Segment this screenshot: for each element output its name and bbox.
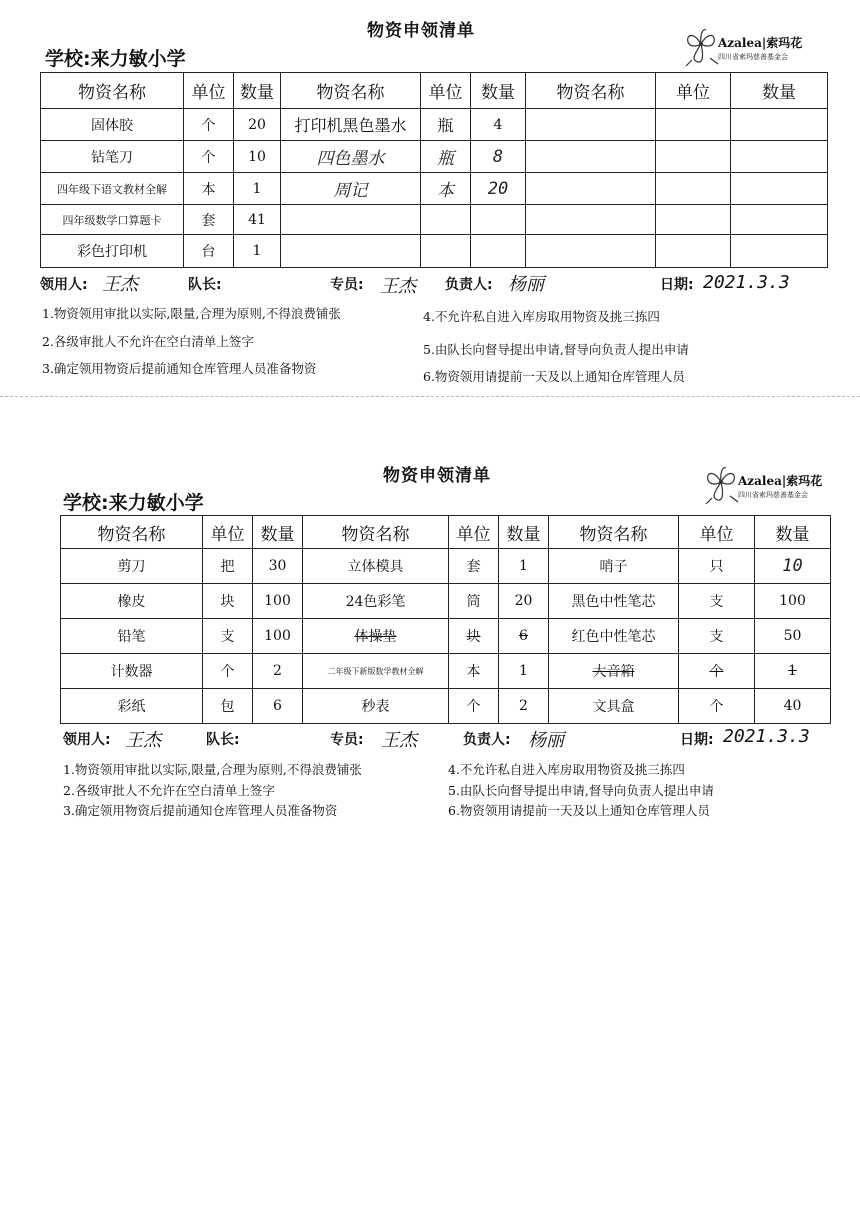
item-name: 红色中性笔芯	[549, 619, 679, 654]
item-name: 剪刀	[61, 549, 203, 584]
item-qty: 4	[471, 109, 526, 141]
item-unit-handwritten: 本	[421, 173, 471, 205]
header-cell: 数量	[253, 516, 303, 549]
item-unit: 个	[184, 109, 234, 141]
form1-school: 学校:来力敏小学	[45, 48, 186, 70]
item-name	[281, 205, 421, 235]
item-name: 文具盒	[549, 689, 679, 724]
item-name: 铅笔	[61, 619, 203, 654]
item-qty: 2	[253, 654, 303, 689]
azalea-flower-icon	[680, 22, 722, 68]
item-qty	[731, 205, 828, 235]
item-unit	[656, 235, 731, 268]
note-item: 1.物资领用审批以实际,限量,合理为原则,不得浪费铺张	[42, 306, 341, 321]
note-item: 1.物资领用审批以实际,限量,合理为原则,不得浪费铺张	[63, 762, 362, 777]
header-cell: 单位	[449, 516, 499, 549]
table-row	[41, 141, 828, 173]
item-unit	[656, 205, 731, 235]
item-unit: 支	[203, 619, 253, 654]
item-qty	[471, 205, 526, 235]
note-item: 4.不允许私自进入库房取用物资及挑三拣四	[423, 309, 660, 324]
item-qty: 40	[755, 689, 831, 724]
item-qty: 1	[499, 654, 549, 689]
note-item: 3.确定领用物资后提前通知仓库管理人员准备物资	[42, 361, 317, 376]
form2-signature-row	[63, 724, 833, 754]
header-cell: 单位	[421, 73, 471, 109]
head-label: 负责人:	[463, 732, 511, 748]
item-unit: 套	[449, 549, 499, 584]
header-cell: 物资名称	[281, 73, 421, 109]
staff-label: 专员:	[330, 277, 364, 293]
date-label: 日期:	[660, 277, 694, 293]
item-unit: 只	[679, 549, 755, 584]
note-item: 5.由队长向督导提出申请,督导向负责人提出申请	[448, 783, 714, 798]
item-qty	[731, 109, 828, 141]
item-name: 24色彩笔	[303, 584, 449, 619]
header-cell: 物资名称	[303, 516, 449, 549]
item-unit: 块	[203, 584, 253, 619]
captain-label: 队长:	[188, 277, 222, 293]
header-cell: 数量	[234, 73, 281, 109]
item-unit	[656, 141, 731, 173]
head-signature: 杨丽	[508, 274, 544, 295]
item-unit: 把	[203, 549, 253, 584]
item-qty: 20	[499, 584, 549, 619]
azalea-flower-icon	[700, 460, 742, 506]
item-unit: 包	[203, 689, 253, 724]
note-item: 6.物资领用请提前一天及以上通知仓库管理人员	[423, 369, 685, 384]
receiver-signature: 王杰	[102, 274, 138, 295]
item-unit: 个	[184, 141, 234, 173]
table-row	[41, 205, 828, 235]
header-cell: 单位	[679, 516, 755, 549]
form1-logo	[680, 22, 830, 72]
item-name: 橡皮	[61, 584, 203, 619]
item-unit	[421, 205, 471, 235]
item-name: 秒表	[303, 689, 449, 724]
logo-brand: Azalea|索玛花	[738, 474, 823, 488]
item-unit	[656, 173, 731, 205]
item-name-handwritten: 四色墨水	[281, 141, 421, 173]
item-qty	[731, 235, 828, 268]
item-name: 立体模具	[303, 549, 449, 584]
item-qty: 50	[755, 619, 831, 654]
head-label: 负责人:	[445, 277, 493, 293]
item-unit-handwritten: 瓶	[421, 141, 471, 173]
table-row	[41, 235, 828, 268]
note-item: 2.各级审批人不允许在空白清单上签字	[63, 783, 275, 798]
item-name: 四年级数学口算题卡	[41, 205, 184, 235]
item-name: 哨子	[549, 549, 679, 584]
head-signature: 杨丽	[528, 730, 564, 751]
date-value: 2021.3.3	[723, 726, 810, 747]
item-name: 黑色中性笔芯	[549, 584, 679, 619]
table-row	[61, 654, 831, 689]
captain-label: 队长:	[206, 732, 240, 748]
note-item: 6.物资领用请提前一天及以上通知仓库管理人员	[448, 803, 710, 818]
item-qty: 41	[234, 205, 281, 235]
staff-signature: 王杰	[380, 276, 416, 297]
form2-title: 物资申领清单	[383, 466, 491, 486]
item-unit: 瓶	[421, 109, 471, 141]
table-row	[41, 173, 828, 205]
header-cell: 数量	[499, 516, 549, 549]
item-qty-crossed-out: 1	[755, 654, 831, 689]
header-cell: 物资名称	[41, 73, 184, 109]
item-name: 计数器	[61, 654, 203, 689]
item-unit: 本	[184, 173, 234, 205]
form-divider	[0, 396, 860, 397]
item-unit: 个	[449, 689, 499, 724]
note-item: 5.由队长向督导提出申请,督导向负责人提出申请	[423, 342, 689, 357]
item-qty: 1	[234, 235, 281, 268]
form2-logo	[700, 460, 850, 510]
table-header-row	[61, 516, 831, 549]
item-qty: 1	[234, 173, 281, 205]
item-name: 固体胶	[41, 109, 184, 141]
date-label: 日期:	[680, 732, 714, 748]
item-name	[526, 173, 656, 205]
form1-signature-row	[40, 270, 830, 298]
item-name	[526, 109, 656, 141]
note-item: 4.不允许私自进入库房取用物资及挑三拣四	[448, 762, 685, 777]
item-unit	[421, 235, 471, 268]
item-unit-crossed-out: 块	[449, 619, 499, 654]
header-cell: 数量	[731, 73, 828, 109]
item-qty: 100	[253, 584, 303, 619]
item-unit: 本	[449, 654, 499, 689]
header-cell: 物资名称	[526, 73, 656, 109]
table-header-row	[41, 73, 828, 109]
item-qty: 10	[234, 141, 281, 173]
item-name	[526, 205, 656, 235]
header-cell: 物资名称	[61, 516, 203, 549]
item-qty-handwritten: 20	[471, 173, 526, 205]
table-row	[61, 689, 831, 724]
form1-title: 物资申领清单	[367, 21, 475, 41]
item-qty	[731, 173, 828, 205]
table-row	[41, 109, 828, 141]
logo-subtitle: 四川省索玛慈善基金会	[738, 491, 808, 499]
item-unit: 套	[184, 205, 234, 235]
item-unit: 支	[679, 584, 755, 619]
item-qty	[471, 235, 526, 268]
item-name: 打印机黑色墨水	[281, 109, 421, 141]
staff-label: 专员:	[330, 732, 364, 748]
item-name: 彩纸	[61, 689, 203, 724]
item-unit: 筒	[449, 584, 499, 619]
item-name-handwritten: 周记	[281, 173, 421, 205]
receiver-label: 领用人:	[63, 732, 111, 748]
item-qty-crossed-out: 6	[499, 619, 549, 654]
item-qty: 1	[499, 549, 549, 584]
item-name-crossed-out: 体操垫	[303, 619, 449, 654]
item-unit: 个	[679, 689, 755, 724]
note-item: 3.确定领用物资后提前通知仓库管理人员准备物资	[63, 803, 338, 818]
item-qty: 2	[499, 689, 549, 724]
item-name	[281, 235, 421, 268]
form2-table	[60, 515, 831, 724]
header-cell: 单位	[203, 516, 253, 549]
staff-signature: 王杰	[381, 730, 417, 751]
item-qty: 30	[253, 549, 303, 584]
item-name: 二年级下新版数学教材全解	[303, 654, 449, 689]
item-unit-crossed-out: 个	[679, 654, 755, 689]
item-qty-handwritten: 8	[471, 141, 526, 173]
receiver-signature: 王杰	[125, 730, 161, 751]
header-cell: 数量	[471, 73, 526, 109]
header-cell: 数量	[755, 516, 831, 549]
table-row	[61, 619, 831, 654]
item-qty: 20	[234, 109, 281, 141]
item-name-crossed-out: 大音箱	[549, 654, 679, 689]
receiver-label: 领用人:	[40, 277, 88, 293]
item-unit	[656, 109, 731, 141]
header-cell: 单位	[656, 73, 731, 109]
item-qty	[731, 141, 828, 173]
item-unit: 台	[184, 235, 234, 268]
item-name: 彩色打印机	[41, 235, 184, 268]
item-qty: 6	[253, 689, 303, 724]
form1-table	[40, 72, 828, 268]
table-row	[61, 549, 831, 584]
item-name: 四年级下语文教材全解	[41, 173, 184, 205]
item-name	[526, 141, 656, 173]
logo-brand: Azalea|索玛花	[718, 36, 803, 50]
item-name	[526, 235, 656, 268]
item-name: 钻笔刀	[41, 141, 184, 173]
header-cell: 物资名称	[549, 516, 679, 549]
item-qty: 100	[755, 584, 831, 619]
header-cell: 单位	[184, 73, 234, 109]
item-qty-handwritten: 10	[755, 549, 831, 584]
form2-school: 学校:来力敏小学	[63, 492, 204, 514]
item-unit: 支	[679, 619, 755, 654]
item-unit: 个	[203, 654, 253, 689]
date-value: 2021.3.3	[703, 272, 790, 293]
item-qty: 100	[253, 619, 303, 654]
table-row	[61, 584, 831, 619]
note-item: 2.各级审批人不允许在空白清单上签字	[42, 334, 254, 349]
logo-subtitle: 四川省索玛慈善基金会	[718, 53, 788, 61]
